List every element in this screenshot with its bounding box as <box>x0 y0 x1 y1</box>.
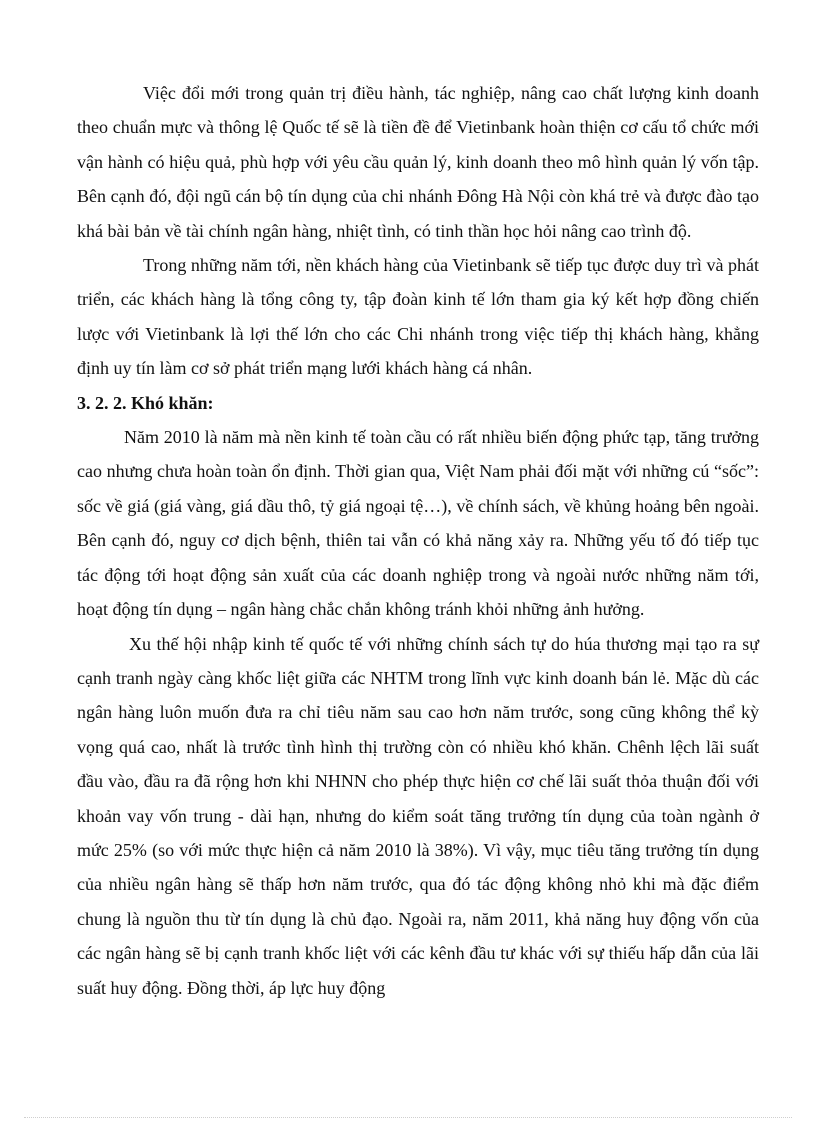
paragraph-economic-volatility: Năm 2010 là năm mà nền kinh tế toàn cầu có rất nhiều biến động phức tạp, tăng trưởng cao nhưng chưa hoàn toàn ổn định. Thời gian qua, Việt Nam phải đối mặt với những cú “sốc”: sốc về giá (giá vàng, giá dầu thô, tỷ giá ngoại tệ…), về chính sách, về khủng hoảng bên ngoài. Bên cạnh đó, nguy cơ dịch bệnh, thiên tai vẫn có khả năng xảy ra. Những yếu tố đó tiếp tục tác động tới hoạt động sản xuất của các doanh nghiệp trong và ngoài nước những năm tới, hoạt động tín dụng – ngân hàng chắc chắn không tránh khỏi những ảnh hưởng. <box>77 427 759 620</box>
paragraph-customer-base: Trong những năm tới, nền khách hàng của Vietinbank sẽ tiếp tục được duy trì và phát triển, các khách hàng là tổng công ty, tập đoàn kinh tế lớn tham gia ký kết hợp đồng chiến lược với Vietinbank là lợi thế lớn cho các Chi nhánh trong việc tiếp thị khách hàng, khẳng định uy tín làm cơ sở phát triển mạng lưới khách hàng cá nhân. <box>77 255 759 379</box>
document-page <box>77 76 759 1005</box>
paragraph-integration-competition: Xu thế hội nhập kinh tế quốc tế với những chính sách tự do húa thương mại tạo ra sự cạnh tranh ngày càng khốc liệt giữa các NHTM trong lĩnh vực kinh doanh bán lẻ. Mặc dù các ngân hàng luôn muốn đưa ra chỉ tiêu năm sau cao hơn năm trước, song cũng không thể kỳ vọng quá cao, nhất là trước tình hình thị trường còn có nhiều khó khăn. Chênh lệch lãi suất đầu vào, đầu ra đã rộng hơn khi NHNN cho phép thực hiện cơ chế lãi suất thỏa thuận đối với khoản vay vốn trung - dài hạn, nhưng do kiểm soát tăng trưởng tín dụng của toàn ngành ở mức 25% (so với mức thực hiện cả năm 2010 là 38%). Vì vậy, mục tiêu tăng trưởng tín dụng của nhiều ngân hàng sẽ thấp hơn năm trước, qua đó tác động không nhỏ khi mà đặc điểm chung là nguồn thu từ tín dụng là chủ đạo. Ngoài ra, năm 2011, khả năng huy động vốn của các ngân hàng sẽ bị cạnh tranh khốc liệt với các kênh đầu tư khác với sự thiếu hấp dẫn của lãi suất huy động. Đồng thời, áp lực huy động <box>77 633 759 998</box>
page-bottom-divider <box>24 1117 792 1118</box>
paragraph-management-reform: Việc đổi mới trong quản trị điều hành, tác nghiệp, nâng cao chất lượng kinh doanh theo chuẩn mực và thông lệ Quốc tế sẽ là tiền đề để Vietinbank hoàn thiện cơ cấu tổ chức mới vận hành có hiệu quả, phù hợp với yêu cầu quản lý, kinh doanh theo mô hình quản lý vốn tập. Bên cạnh đó, đội ngũ cán bộ tín dụng của chi nhánh Đông Hà Nội còn khá trẻ và được đào tạo khá bài bản về tài chính ngân hàng, nhiệt tình, có tinh thần học hỏi nâng cao trình độ. <box>77 83 759 241</box>
section-heading-difficulties: 3. 2. 2. Khó khăn: <box>77 392 214 413</box>
